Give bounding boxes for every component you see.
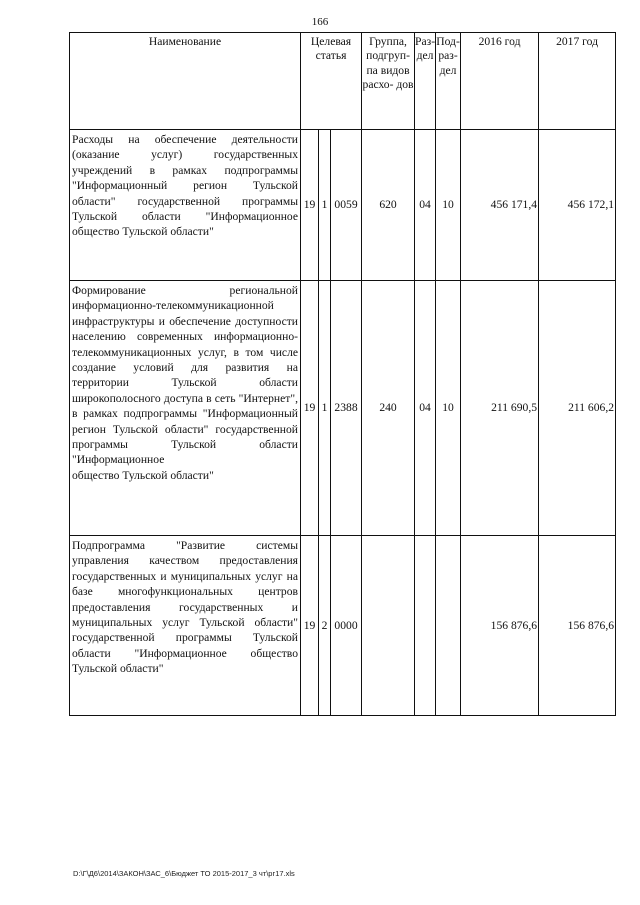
table-row — [70, 281, 616, 536]
row-name-last-line: общество Тульской области" — [72, 225, 214, 239]
code-subprogram: 1 — [319, 130, 331, 281]
header-subsection: Под- раз- дел — [436, 33, 461, 130]
code-direction: 0059 — [331, 130, 362, 281]
code-program: 19 — [301, 536, 319, 716]
expense-group: 620 — [362, 130, 415, 281]
amount-2017: 211 606,2 — [539, 281, 616, 536]
code-program: 19 — [301, 130, 319, 281]
subsection — [436, 536, 461, 716]
header-target-article: Целевая статья — [301, 33, 362, 130]
section: 04 — [415, 130, 436, 281]
code-direction: 2388 — [331, 281, 362, 536]
page-number: 166 — [311, 16, 329, 28]
code-subprogram: 2 — [319, 536, 331, 716]
code-subprogram: 1 — [319, 281, 331, 536]
row-name-last-line: общество Тульской области" — [72, 468, 214, 482]
file-path-footer: D:\Г\Д6\2014\ЗАКОН\ЗАС_6\Бюджет ТО 2015-2017_3 чт\рг17.xls — [73, 869, 295, 878]
expense-group: 240 — [362, 281, 415, 536]
header-year-2017: 2017 год — [539, 33, 616, 130]
amount-2016: 456 171,4 — [461, 130, 539, 281]
header-expense-group: Группа, подгруп- па видов расхо- дов — [362, 33, 415, 130]
expense-group — [362, 536, 415, 716]
row-name-body: Расходы на обеспечение деятельности (оказание услуг) государственных учреждений в рамках подпрограммы "Информационный регион Тульской области" государственной программы Тульской области "Информационное — [72, 133, 298, 224]
row-name — [70, 130, 301, 281]
budget-table — [69, 32, 616, 716]
amount-2017: 456 172,1 — [539, 130, 616, 281]
subsection: 10 — [436, 281, 461, 536]
row-name — [70, 536, 301, 716]
section: 04 — [415, 281, 436, 536]
header-year-2016: 2016 год — [461, 33, 539, 130]
amount-2016: 156 876,6 — [461, 536, 539, 716]
header-name: Наименование — [70, 33, 301, 130]
code-program: 19 — [301, 281, 319, 536]
row-name-last-line: Тульской области" — [72, 662, 164, 676]
row-name-body: Формирование региональной информационно-телекоммуникационной инфраструктуры и обеспечение доступности населению современных информационно-телекоммуникационных услуг, в том числе создание условий для развития на территории Тульской области широкополосного доступа в сеть "Интернет", в рамках подпрограммы "Информационный регион Тульской области" государственной программы Тульской области "Информационное — [72, 284, 298, 467]
table-header-row — [70, 33, 616, 130]
row-name — [70, 281, 301, 536]
section — [415, 536, 436, 716]
subsection: 10 — [436, 130, 461, 281]
amount-2016: 211 690,5 — [461, 281, 539, 536]
code-direction: 0000 — [331, 536, 362, 716]
row-name-body: Подпрограмма "Развитие системы управления качеством предоставления государственных и муниципальных услуг на базе многофункциональных центров предоставления государственных и муниципальных услуг Тульской области" государственной программы Тульской области "Информационное общество — [72, 539, 298, 660]
table-row — [70, 536, 616, 716]
amount-2017: 156 876,6 — [539, 536, 616, 716]
table-row — [70, 130, 616, 281]
header-section: Раз- дел — [415, 33, 436, 130]
